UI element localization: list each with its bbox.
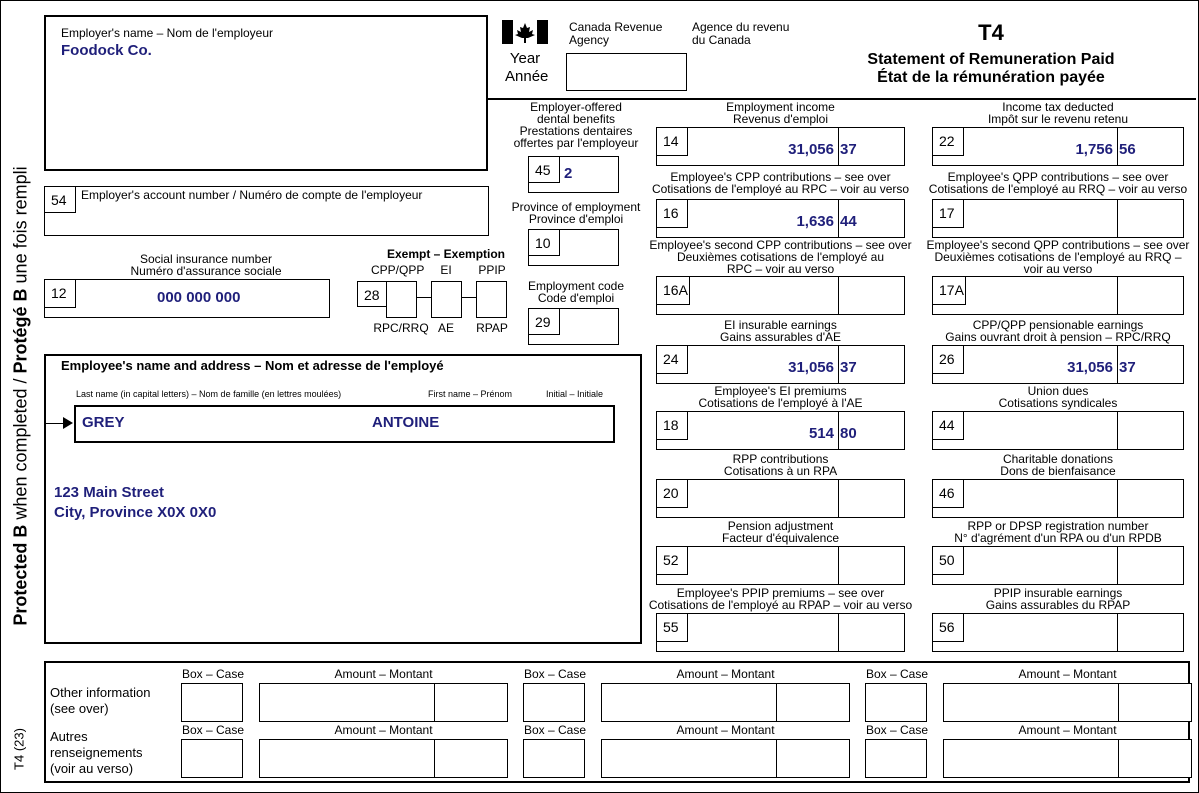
box-16A-label: Employee's second CPP contributions – see over Deuxièmes cotisations de l'employé au RPC – voir au verso — [649, 238, 912, 276]
box-14-cents: 37 — [840, 141, 857, 158]
dental-label: Employer-offered dental benefits Prestations dentaires offertes par l'employeur — [513, 100, 639, 150]
box-14-label: Employment income Revenus d'emploi — [726, 100, 835, 126]
box-50-input[interactable] — [932, 546, 1184, 585]
canada-flag-icon — [502, 20, 548, 44]
box-14-input[interactable] — [656, 127, 905, 166]
year-label: Year Année — [505, 50, 549, 85]
other-box-label: Box – Case — [865, 667, 929, 681]
box-29-code: 29 — [528, 308, 560, 335]
box-22-input[interactable] — [932, 127, 1184, 166]
other-box-label: Box – Case — [523, 723, 587, 737]
cents-separator — [1117, 614, 1118, 651]
exempt-ae-label: AE — [437, 321, 454, 335]
form-title: T4 — [978, 20, 1004, 45]
box-22-label: Income tax deducted Impôt sur le revenu retenu — [987, 100, 1129, 126]
initial-label: Initial – Initiale — [546, 389, 604, 399]
cents-separator — [1118, 684, 1119, 721]
box-46-label: Charitable donations Dons de bienfaisance — [1000, 452, 1116, 478]
box-50-label: RPP or DPSP registration number N° d'agrément d'un RPA ou d'un RPDB — [954, 519, 1162, 545]
other-box-label: Box – Case — [181, 723, 245, 737]
first-name-label: First name – Prénom — [428, 389, 513, 399]
box-54-code: 54 — [44, 186, 76, 213]
box-26-cents: 37 — [1119, 359, 1136, 376]
box-16-label: Employee's CPP contributions – see over Cotisations de l'employé au RPC – voir au verso — [651, 170, 910, 196]
box-17-label: Employee's QPP contributions – see over Cotisations de l'employé au RRQ – voir au verso — [928, 170, 1188, 196]
cents-separator — [776, 740, 777, 777]
province-label: Province of employment Province d'emploi — [511, 200, 641, 226]
first-name-value: ANTOINE — [372, 414, 440, 431]
other-box-label: Box – Case — [181, 667, 245, 681]
other-info-label-fr: Autres renseignements (voir au verso) — [50, 729, 143, 776]
last-name-value: GREY — [82, 414, 125, 431]
other-amount-input[interactable] — [943, 739, 1192, 778]
agency-en: Canada Revenue Agency — [569, 20, 663, 47]
box-16A-code: 16A — [656, 276, 690, 305]
box-50-code: 50 — [932, 546, 964, 575]
box-18-dollars: 514 — [808, 425, 834, 442]
other-box-code-input[interactable] — [865, 739, 927, 778]
box-22-code: 22 — [932, 127, 964, 156]
other-amount-label: Amount – Montant — [676, 667, 775, 681]
exempt-connector — [462, 297, 476, 298]
cents-separator — [1117, 128, 1118, 165]
box-20-label: RPP contributions Cotisations à un RPA — [723, 452, 838, 478]
other-amount-input[interactable] — [601, 683, 850, 722]
box-18-label: Employee's EI premiums Cotisations de l'employé à l'AE — [698, 384, 863, 410]
box-18-cents: 80 — [840, 425, 857, 442]
box-44-code: 44 — [932, 411, 964, 440]
box-17A-input[interactable] — [932, 276, 1184, 315]
cents-separator — [1117, 277, 1118, 314]
box-12-code: 12 — [44, 279, 76, 308]
box-24-dollars: 31,056 — [788, 359, 834, 376]
other-box-code-input[interactable] — [181, 739, 243, 778]
year-input[interactable] — [566, 53, 687, 91]
box-14-dollars: 31,056 — [788, 141, 834, 158]
box-22-cents: 56 — [1119, 141, 1136, 158]
cents-separator — [1117, 480, 1118, 517]
cents-separator — [1118, 740, 1119, 777]
box-28-code: 28 — [357, 281, 387, 307]
form-code: T4 (23) — [11, 728, 27, 770]
box-44-label: Union dues Cotisations syndicales — [998, 384, 1118, 410]
cents-separator — [838, 277, 839, 314]
box-17A-label: Employee's second QPP contributions – see over Deuxièmes cotisations de l'employé au RRQ – voir au verso — [926, 238, 1190, 276]
box-18-code: 18 — [656, 411, 688, 440]
exempt-cpp-qpp-label: CPP/QPP — [371, 263, 425, 277]
cents-separator — [1117, 547, 1118, 584]
other-box-code-input[interactable] — [181, 683, 243, 722]
box-18-input[interactable] — [656, 411, 905, 450]
employee-name-field[interactable] — [74, 405, 615, 443]
other-amount-input[interactable] — [259, 683, 508, 722]
exempt-cpp-qpp-checkbox[interactable] — [386, 281, 417, 318]
other-box-code-input[interactable] — [523, 739, 585, 778]
form-subtitle: Statement of Remuneration Paid État de la rémunération payée — [867, 51, 1115, 86]
box-20-input[interactable] — [656, 479, 905, 518]
box-26-label: CPP/QPP pensionable earnings Gains ouvrant droit à pension – RPC/RRQ — [945, 318, 1171, 344]
box-52-code: 52 — [656, 546, 688, 575]
other-info-label-en: Other information (see over) — [50, 685, 151, 716]
box-44-input[interactable] — [932, 411, 1184, 450]
box-46-code: 46 — [932, 479, 964, 508]
cents-separator — [434, 684, 435, 721]
cents-separator — [434, 740, 435, 777]
box-46-input[interactable] — [932, 479, 1184, 518]
cents-separator — [838, 200, 839, 237]
box-56-input[interactable] — [932, 613, 1184, 652]
box-16-dollars: 1,636 — [796, 213, 834, 230]
employer-name-value: Foodock Co. — [61, 42, 152, 59]
sin-label: Social insurance number Numéro d'assurance sociale — [130, 252, 282, 278]
box-26-input[interactable] — [932, 345, 1184, 384]
box-24-label: EI insurable earnings Gains assurables d'AE — [719, 318, 842, 344]
other-amount-input[interactable] — [601, 739, 850, 778]
other-amount-input[interactable] — [943, 683, 1192, 722]
other-amount-label: Amount – Montant — [334, 723, 433, 737]
other-box-label: Box – Case — [865, 723, 929, 737]
box-56-code: 56 — [932, 613, 964, 642]
box-56-label: PPIP insurable earnings Gains assurables du RPAP — [985, 586, 1131, 612]
box-45-code: 45 — [528, 156, 560, 183]
exempt-ei-checkbox[interactable] — [431, 281, 462, 318]
box-55-code: 55 — [656, 613, 688, 642]
cents-separator — [776, 684, 777, 721]
other-amount-label: Amount – Montant — [334, 667, 433, 681]
box-22-dollars: 1,756 — [1075, 141, 1113, 158]
box-16A-input[interactable] — [656, 276, 905, 315]
exempt-rpap-label: RPAP — [476, 321, 508, 335]
sin-value: 000 000 000 — [157, 289, 241, 306]
employment-code-label: Employment code Code d'emploi — [527, 279, 625, 305]
cents-separator — [1117, 200, 1118, 237]
exempt-rpc-rrq-label: RPC/RRQ — [373, 321, 429, 335]
exempt-ppip-checkbox[interactable] — [476, 281, 507, 318]
address-line-1[interactable]: 123 Main Street — [54, 484, 165, 501]
cents-separator — [838, 412, 839, 449]
box-24-cents: 37 — [840, 359, 857, 376]
box-45-value: 2 — [564, 165, 573, 182]
box-10-code: 10 — [528, 229, 560, 256]
address-line-2[interactable]: City, Province X0X 0X0 — [54, 504, 217, 521]
box-24-code: 24 — [656, 345, 688, 374]
box-52-label: Pension adjustment Facteur d'équivalence — [721, 519, 840, 545]
cents-separator — [838, 614, 839, 651]
employer-account-label: Employer's account number / Numéro de compte de l'employeur — [81, 188, 423, 202]
box-16-input[interactable] — [656, 199, 905, 238]
box-17-input[interactable] — [932, 199, 1184, 238]
cents-separator — [838, 128, 839, 165]
cents-separator — [838, 346, 839, 383]
box-24-input[interactable] — [656, 345, 905, 384]
agency-fr: Agence du revenu du Canada — [692, 20, 790, 47]
employee-box — [44, 354, 642, 644]
box-55-label: Employee's PPIP premiums – see over Cotisations de l'employé au RPAP – voir au verso — [648, 586, 913, 612]
cents-separator — [838, 547, 839, 584]
employer-name-box[interactable] — [44, 15, 488, 171]
box-55-input[interactable] — [656, 613, 905, 652]
exempt-ei-label: EI — [440, 263, 452, 277]
box-16-code: 16 — [656, 199, 688, 228]
box-26-dollars: 31,056 — [1067, 359, 1113, 376]
box-17A-code: 17A — [932, 276, 966, 305]
other-amount-label: Amount – Montant — [676, 723, 775, 737]
cents-separator — [1117, 412, 1118, 449]
cents-separator — [1117, 346, 1118, 383]
box-17-code: 17 — [932, 199, 964, 228]
other-box-code-input[interactable] — [523, 683, 585, 722]
arrow-right-icon — [63, 417, 73, 429]
other-box-label: Box – Case — [523, 667, 587, 681]
box-16-cents: 44 — [840, 213, 857, 230]
employer-name-label: Employer's name – Nom de l'employeur — [61, 26, 274, 40]
exempt-title: Exempt – Exemption — [386, 247, 506, 261]
other-amount-input[interactable] — [259, 739, 508, 778]
box-14-code: 14 — [656, 127, 688, 156]
other-box-code-input[interactable] — [865, 683, 927, 722]
other-amount-label: Amount – Montant — [1018, 723, 1117, 737]
exempt-ppip-label: PPIP — [478, 263, 506, 277]
other-amount-label: Amount – Montant — [1018, 667, 1117, 681]
exempt-connector — [417, 297, 431, 298]
box-20-code: 20 — [656, 479, 688, 508]
last-name-label: Last name (in capital letters) – Nom de famille (en lettres moulées) — [76, 389, 342, 399]
protected-b-side-text: Protected B when completed / Protégé B une fois rempli — [10, 166, 31, 626]
box-52-input[interactable] — [656, 546, 905, 585]
employee-title: Employee's name and address – Nom et adresse de l'employé — [61, 358, 444, 373]
box-26-code: 26 — [932, 345, 964, 374]
cents-separator — [838, 480, 839, 517]
